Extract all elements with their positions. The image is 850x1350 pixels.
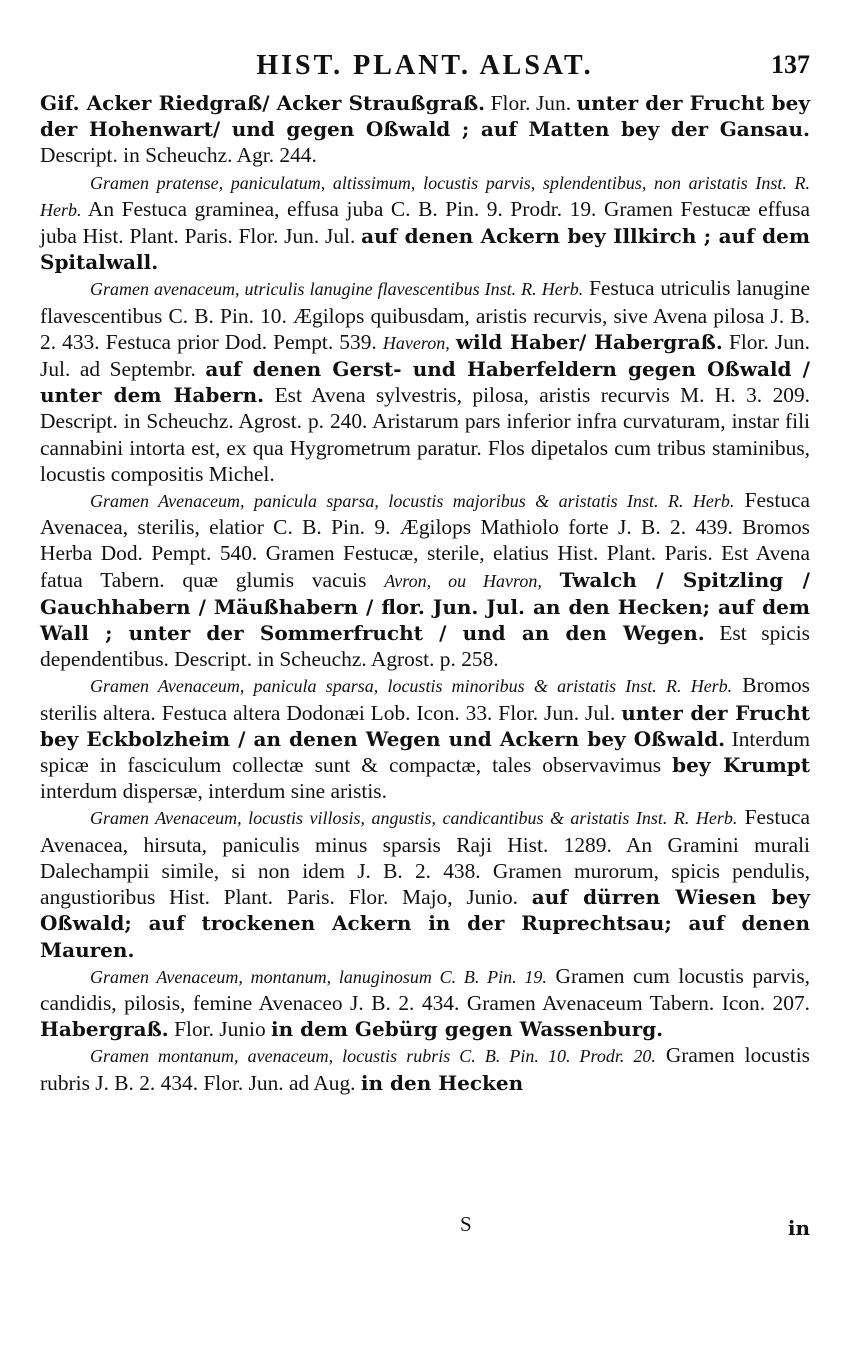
signature-mark: S [460,1212,472,1236]
entry-8: Gramen montanum, avenaceum, locustis rubris C. B. Pin. 10. Prodr. 20. Gramen locustis rubris J. B. 2. 434. Flor. Jun. ad Aug. in den Hecken [40,1043,810,1095]
page-number: 137 [771,50,810,79]
running-title: HIST. PLANT. ALSAT. [256,50,594,81]
entry-2: Gramen pratense, paniculatum, altissimum, locustis parvis, splendentibus, non aristatis Inst. R. Herb. An Festuca graminea, effusa juba C. B. Pin. 9. Prodr. 19. Gramen Festucæ effusa juba Hist. Plant. Paris. Flor. Jun. Jul. auf denen Ackern bey Illkirch ; auf dem Spitalwall. [40,172,810,275]
entry-6: Gramen Avenaceum, locustis villosis, angustis, candicantibus & aristatis Inst. R. Herb. Festuca Avenacea, hirsuta, paniculis minus sparsis Raji Hist. 1289. An Gramini murali Dalechampii simile, si non idem J. B. 2. 438. Gramen murorum, spicis pendulis, angustioribus Hist. Plant. Paris. Flor. Majo, Junio. auf dürren Wiesen bey Oßwald; auf trockenen Ackern in der Ruprechtsau; auf denen Mauren. [40,805,810,962]
entry-1: Gif. Acker Riedgraß/ Acker Straußgraß. Flor. Jun. unter der Frucht bey der Hohenwart/ und gegen Oßwald ; auf Matten bey der Gansau. Descript. in Scheuchz. Agr. 244. [40,91,810,168]
running-head [40,50,810,90]
entry-3: Gramen avenaceum, utriculis lanugine flavescentibus Inst. R. Herb. Festuca utriculis lanugine flavescentibus C. B. Pin. 10. Ægilops quibusdam, aristis recurvis, sive Avena pilosa J. B. 2. 433. Festuca prior Dod. Pempt. 539. Haveron, wild Haber/ Habergraß. Flor. Jun. Jul. ad Septembr. auf denen Gerst- und Haberfeldern gegen Oßwald / unter dem Habern. Est Avena sylvestris, pilosa, aristis recurvis M. H. 3. 209. Descript. in Scheuchz. Agrost. p. 240. Aristarum pars inferior infra curvaturam, instar fili cannabini intorta est, ex qua Hygrometrum paratur. Flos dipetalos cum tribus staminibus, locustis compositis Michel. [40,276,811,486]
entry-5: Gramen Avenaceum, panicula sparsa, locustis minoribus & aristatis Inst. R. Herb. Bromos sterilis altera. Festuca altera Dodonæi Lob. Icon. 33. Flor. Jun. Jul. unter der Frucht bey Eckbolzheim / an denen Wegen und Ackern bey Oßwald. Interdum spicæ in fasciculum collectæ sunt & compactæ, tales observavimus bey Krumpt interdum dispersæ, interdum sine aristis. [40,673,810,804]
catchword: in [787,1216,810,1240]
entry-4: Gramen Avenaceum, panicula sparsa, locustis majoribus & aristatis Inst. R. Herb. Festuca Avenacea, sterilis, elatior C. B. Pin. 9. Ægilops Mathiolo forte J. B. 2. 439. Bromos Herba Dod. Pempt. 540. Gramen Festucæ, sterile, elatius Hist. Plant. Paris. Est Avena fatua Tabern. quæ glumis vacuis Avron, ou Havron, Twalch / Spitzling / Gauchhabern / Mäußhabern / flor. Jun. Jul. an den Hecken; auf dem Wall ; unter der Sommerfrucht / und an den Wegen. Est spicis dependentibus. Descript. in Scheuchz. Agrost. p. 258. [40,488,810,672]
body-text [40,90,810,1096]
entry-7: Gramen Avenaceum, montanum, lanuginosum C. B. Pin. 19. Gramen cum locustis parvis, candidis, pilosis, femine Avenaceo J. B. 2. 434. Gramen Avenaceum Tabern. Icon. 207. Habergraß. Flor. Junio in dem Gebürg gegen Wassenburg. [40,963,810,1042]
